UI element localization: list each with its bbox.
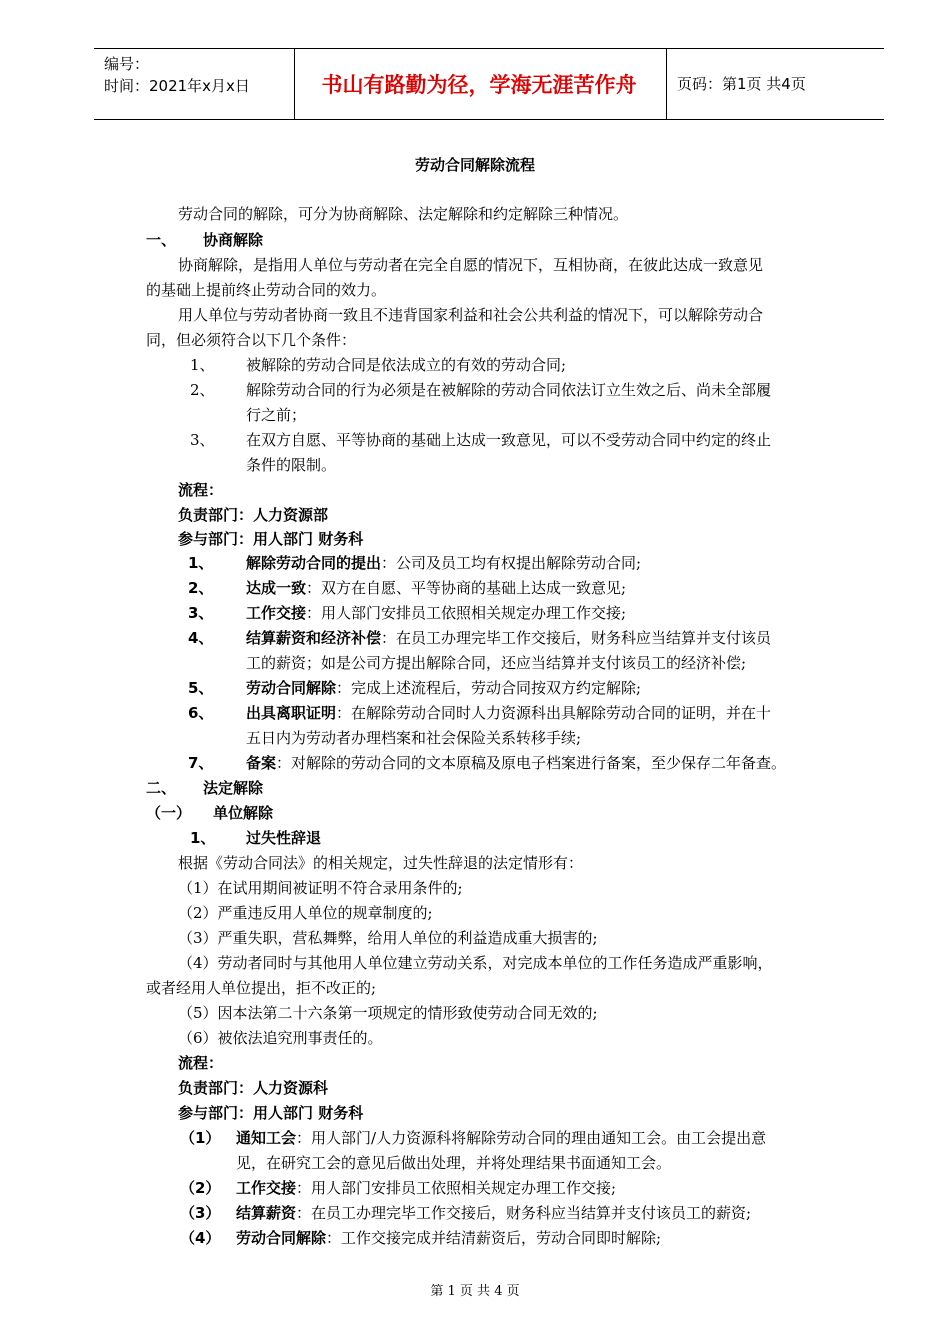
step-title: 结算薪资	[236, 1204, 297, 1222]
step-text	[246, 628, 771, 648]
step-desc: ：用人部门/人力资源科将解除劳动合同的理由通知工会。由工会提出意	[296, 1129, 767, 1147]
header-page-number: 页码：第1页 共4页	[677, 75, 806, 93]
subsection-number: （一）	[146, 804, 192, 822]
step-text-cont: 见，在研究工会的意见后做出处理，并将处理结果书面通知工会。	[236, 1154, 672, 1172]
step-title: 出具离职证明	[246, 704, 337, 722]
step-desc: ：双方在自愿、平等协商的基础上达成一致意见;	[306, 579, 627, 597]
step-text	[246, 703, 771, 723]
responsible-dept: 负责部门：人力资源部	[178, 506, 329, 524]
step-title: 工作交接	[236, 1179, 297, 1197]
condition-number: 2、	[190, 381, 215, 399]
step-title: 达成一致	[246, 579, 307, 597]
step-text	[246, 553, 641, 573]
cases-lead: 根据《劳动合同法》的相关规定，过失性辞退的法定情形有：	[178, 854, 584, 872]
document-title: 劳动合同解除流程	[414, 156, 535, 174]
case-item: （3）严重失职，营私舞弊，给用人单位的利益造成重大损害的;	[178, 929, 598, 947]
section1-p2-line2: 同，但必须符合以下几个条件：	[146, 331, 357, 349]
step-title: 通知工会	[236, 1129, 297, 1147]
step-desc: ：在员工办理完毕工作交接后，财务科应当结算并支付该员工的薪资;	[296, 1204, 752, 1222]
section2-heading: 法定解除	[203, 779, 264, 797]
step-text	[236, 1203, 751, 1223]
step-text-cont: 工的薪资；如是公司方提出解除合同，还应当结算并支付该员工的经济补偿;	[246, 654, 747, 672]
header-divider-right	[666, 49, 667, 119]
step-number: 6、	[188, 704, 214, 722]
step-number: 1、	[188, 554, 214, 572]
step-desc: ：对解除的劳动合同的文本原稿及原电子档案进行备案，至少保存二年备查。	[276, 754, 787, 772]
step-desc: ：完成上述流程后，劳动合同按双方约定解除;	[336, 679, 642, 697]
intro-paragraph: 劳动合同的解除，可分为协商解除、法定解除和约定解除三种情况。	[178, 205, 629, 223]
participating-dept: 参与部门：用人部门 财务科	[178, 1104, 364, 1122]
step-text	[246, 678, 641, 698]
participating-dept: 参与部门：用人部门 财务科	[178, 530, 364, 548]
step-desc: ：公司及员工均有权提出解除劳动合同;	[381, 554, 642, 572]
step-title: 工作交接	[246, 604, 307, 622]
step-number: 5、	[188, 679, 214, 697]
subsection-heading: 单位解除	[213, 804, 274, 822]
step-text	[246, 753, 786, 773]
step-number: （4）	[180, 1229, 221, 1247]
step-desc: ：在员工办理完毕工作交接后，财务科应当结算并支付该员	[381, 629, 772, 647]
item-heading: 过失性辞退	[246, 829, 322, 847]
condition-text: 被解除的劳动合同是依法成立的有效的劳动合同;	[246, 356, 567, 374]
step-text	[236, 1178, 616, 1198]
step-desc: ：工作交接完成并结清薪资后，劳动合同即时解除;	[326, 1229, 662, 1247]
step-number: （3）	[180, 1204, 221, 1222]
case-item: （6）被依法追究刑事责任的。	[178, 1029, 383, 1047]
step-text	[246, 578, 626, 598]
step-title: 劳动合同解除	[246, 679, 337, 697]
step-desc: ：用人部门安排员工依照相关规定办理工作交接;	[296, 1179, 617, 1197]
page-header	[94, 48, 884, 120]
step-title: 劳动合同解除	[236, 1229, 327, 1247]
case-item: （4）劳动者同时与其他用人单位建立劳动关系，对完成本单位的工作任务造成严重影响，	[178, 954, 773, 972]
header-meta	[104, 53, 250, 97]
step-number: （1）	[180, 1129, 221, 1147]
condition-number: 3、	[190, 431, 215, 449]
step-number: 3、	[188, 604, 214, 622]
section1-p1-line2: 的基础上提前终止劳动合同的效力。	[146, 281, 387, 299]
step-text	[246, 603, 626, 623]
flow-label: 流程：	[178, 1054, 224, 1072]
section1-number: 一、	[146, 231, 177, 249]
flow-label: 流程：	[178, 481, 224, 499]
step-text	[236, 1228, 661, 1248]
header-number: 编号：	[104, 55, 150, 73]
step-number: （2）	[180, 1179, 221, 1197]
header-time: 时间：2021年x月x日	[104, 77, 250, 95]
step-text	[236, 1128, 766, 1148]
case-item: （2）严重违反用人单位的规章制度的;	[178, 904, 433, 922]
step-number: 7、	[188, 754, 214, 772]
item-number: 1、	[190, 829, 216, 847]
step-desc: ：在解除劳动合同时人力资源科出具解除劳动合同的证明，并在十	[336, 704, 772, 722]
section1-p2-line1: 用人单位与劳动者协商一致且不违背国家利益和社会公共利益的情况下，可以解除劳动合	[178, 306, 764, 324]
section1-p1-line1: 协商解除，是指用人单位与劳动者在完全自愿的情况下，互相协商，在彼此达成一致意见	[178, 256, 764, 274]
section2-number: 二、	[146, 779, 177, 797]
case-item: （5）因本法第二十六条第一项规定的情形致使劳动合同无效的;	[178, 1004, 598, 1022]
header-motto: 书山有路勤为径，学海无涯苦作舟	[321, 73, 637, 97]
step-title: 备案	[246, 754, 277, 772]
step-number: 4、	[188, 629, 214, 647]
case-item-cont: 或者经用人单位提出，拒不改正的;	[146, 979, 377, 997]
condition-number: 1、	[190, 356, 215, 374]
step-desc: ：用人部门安排员工依照相关规定办理工作交接;	[306, 604, 627, 622]
condition-text: 在双方自愿、平等协商的基础上达成一致意见，可以不受劳动合同中约定的终止	[246, 431, 772, 449]
condition-text-cont: 条件的限制。	[246, 456, 337, 474]
responsible-dept: 负责部门：人力资源科	[178, 1079, 329, 1097]
step-title: 结算薪资和经济补偿	[246, 629, 382, 647]
case-item: （1）在试用期间被证明不符合录用条件的;	[178, 879, 463, 897]
section1-heading: 协商解除	[203, 231, 264, 249]
condition-text-cont: 行之前；	[246, 406, 307, 424]
condition-text: 解除劳动合同的行为必须是在被解除的劳动合同依法订立生效之后、尚未全部履	[246, 381, 772, 399]
step-text-cont: 五日内为劳动者办理档案和社会保险关系转移手续;	[246, 729, 582, 747]
step-number: 2、	[188, 579, 214, 597]
step-title: 解除劳动合同的提出	[246, 554, 382, 572]
page-footer: 第 1 页 共 4 页	[430, 1284, 520, 1299]
